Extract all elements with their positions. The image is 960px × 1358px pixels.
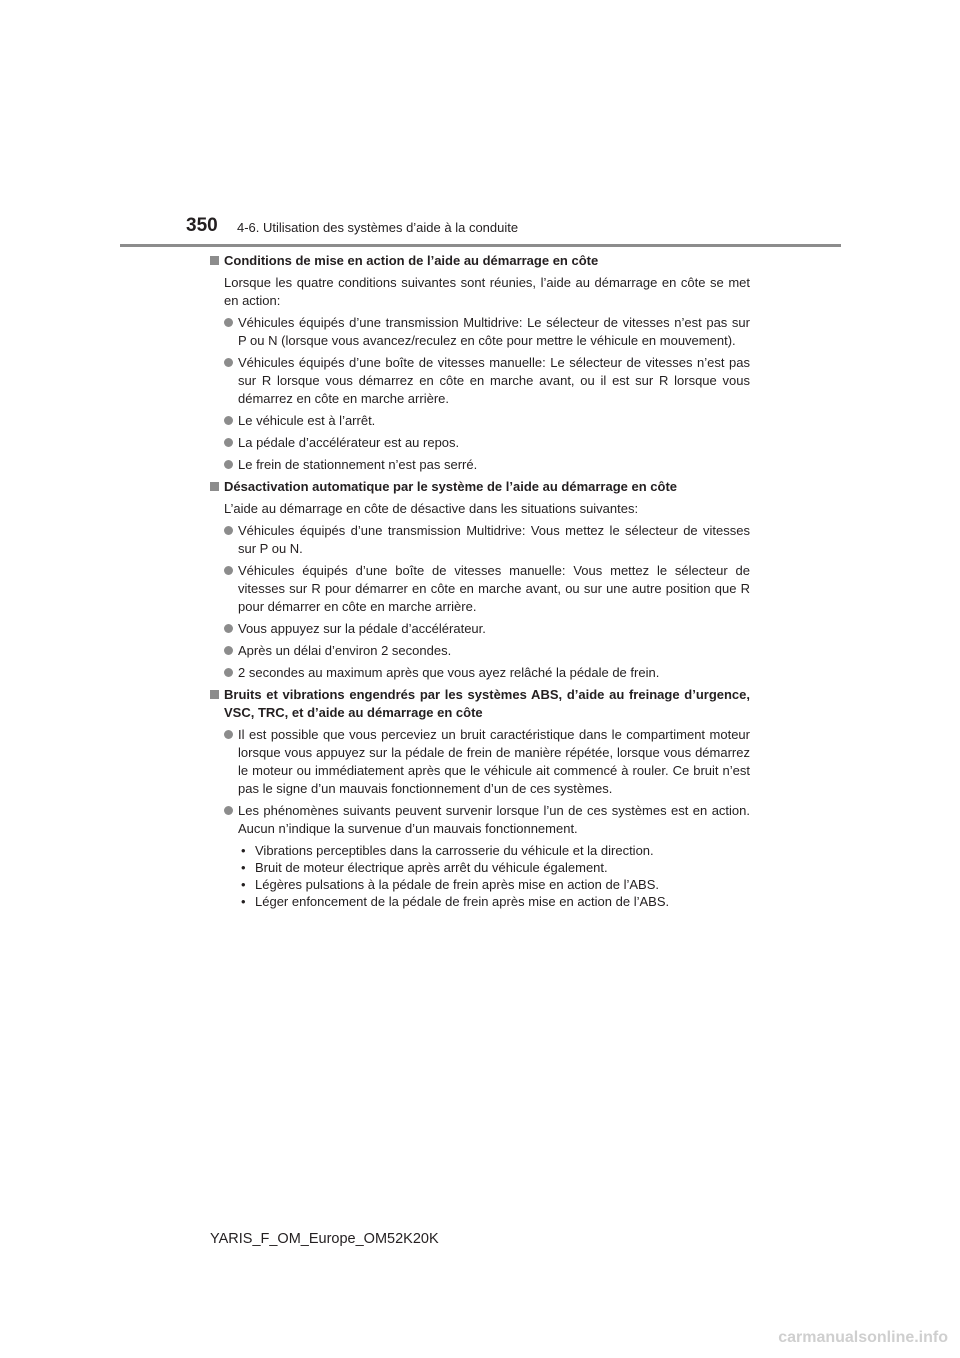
dot-marker-icon: •	[241, 843, 246, 858]
section-intro: Lorsque les quatre conditions suivantes sont réunies, l’aide au démarrage en côte se met en action:	[224, 275, 750, 308]
list-item: Vous appuyez sur la pédale d’accélérateur.	[224, 620, 750, 638]
dot-marker-icon: •	[241, 860, 246, 875]
list-item: Après un délai d’environ 2 secondes.	[224, 642, 750, 660]
list-item: Le frein de stationnement n’est pas serré.	[224, 456, 750, 474]
sub-list-item: • Léger enfoncement de la pédale de frein après mise en action de l’ABS.	[241, 894, 670, 909]
circle-bullet-icon	[224, 566, 233, 575]
header-rule	[120, 244, 841, 247]
list-item: Véhicules équipés d’une transmission Multidrive: Vous mettez le sélecteur de vitesses sur P ou N.	[224, 522, 750, 558]
list-item: Véhicules équipés d’une transmission Multidrive: Le sélecteur de vitesses n’est pas sur P ou N (lorsque vous avancez/reculez en côte pour mettre le véhicule en mouvement).	[224, 314, 750, 350]
section-noise-and-vibration	[210, 686, 750, 910]
circle-bullet-icon	[224, 416, 233, 425]
running-head: 4-6. Utilisation des systèmes d’aide à la conduite	[237, 220, 519, 235]
section-hill-start-conditions	[210, 252, 750, 474]
dot-marker-icon: •	[241, 894, 246, 909]
square-bullet-icon	[210, 690, 219, 699]
section-title: Bruits et vibrations engendrés par les systèmes ABS, d’aide au freinage d’urgence, VSC, TRC, et d’aide au démarrage en côte	[210, 686, 750, 722]
section-automatic-deactivation	[210, 478, 750, 682]
square-bullet-icon	[210, 256, 219, 265]
circle-bullet-icon	[224, 460, 233, 469]
square-bullet-icon	[210, 482, 219, 491]
list-item: Les phénomènes suivants peuvent survenir lorsque l’un de ces systèmes est en action. Aucun n’indique la survenue d’un mauvais fonctionnement.	[224, 802, 750, 838]
list-item: Véhicules équipés d’une boîte de vitesses manuelle: Le sélecteur de vitesses n’est pas sur R lorsque vous démarrez en côte en marche avant, ou il est sur R lorsque vous démarrez en côte en marche arrière.	[224, 354, 750, 408]
circle-bullet-icon	[224, 358, 233, 367]
circle-bullet-icon	[224, 646, 233, 655]
circle-bullet-icon	[224, 318, 233, 327]
dot-marker-icon: •	[241, 877, 246, 892]
footer-document-code: YARIS_F_OM_Europe_OM52K20K	[210, 1231, 439, 1247]
circle-bullet-icon	[224, 438, 233, 447]
circle-bullet-icon	[224, 668, 233, 677]
section-title: Conditions de mise en action de l’aide au démarrage en côte	[210, 252, 750, 270]
circle-bullet-icon	[224, 526, 233, 535]
sub-list-item: • Vibrations perceptibles dans la carrosserie du véhicule et la direction.	[241, 843, 654, 858]
sub-list-item: • Légères pulsations à la pédale de frein après mise en action de l’ABS.	[241, 877, 659, 892]
circle-bullet-icon	[224, 806, 233, 815]
page-content	[210, 252, 750, 910]
section-intro: L’aide au démarrage en côte de désactive dans les situations suivantes:	[224, 501, 639, 516]
circle-bullet-icon	[224, 730, 233, 739]
sub-list	[241, 842, 750, 910]
section-title: Désactivation automatique par le système de l’aide au démarrage en côte	[210, 478, 750, 496]
watermark: carmanualsonline.info	[778, 1329, 948, 1346]
sub-list-item: • Bruit de moteur électrique après arrêt du véhicule également.	[241, 860, 608, 875]
list-item: 2 secondes au maximum après que vous ayez relâché la pédale de frein.	[224, 664, 750, 682]
list-item: Véhicules équipés d’une boîte de vitesses manuelle: Vous mettez le sélecteur de vitesses sur R pour démarrer en côte en marche avant, ou sur une autre position que R pour démarrer en côte en marche arrière.	[224, 562, 750, 616]
list-item: Le véhicule est à l’arrêt.	[224, 412, 750, 430]
circle-bullet-icon	[224, 624, 233, 633]
page-number: 350	[186, 215, 218, 236]
list-item: La pédale d’accélérateur est au repos.	[224, 434, 750, 452]
list-item: Il est possible que vous perceviez un bruit caractéristique dans le compartiment moteur lorsque vous appuyez sur la pédale de frein de manière répétée, lorsque vous démarrez le moteur ou immédiatement après que le véhicule ait commencé à rouler. Ce bruit n’est pas le signe d’un mauvais fonctionnement d’un de ces systèmes.	[224, 726, 750, 798]
